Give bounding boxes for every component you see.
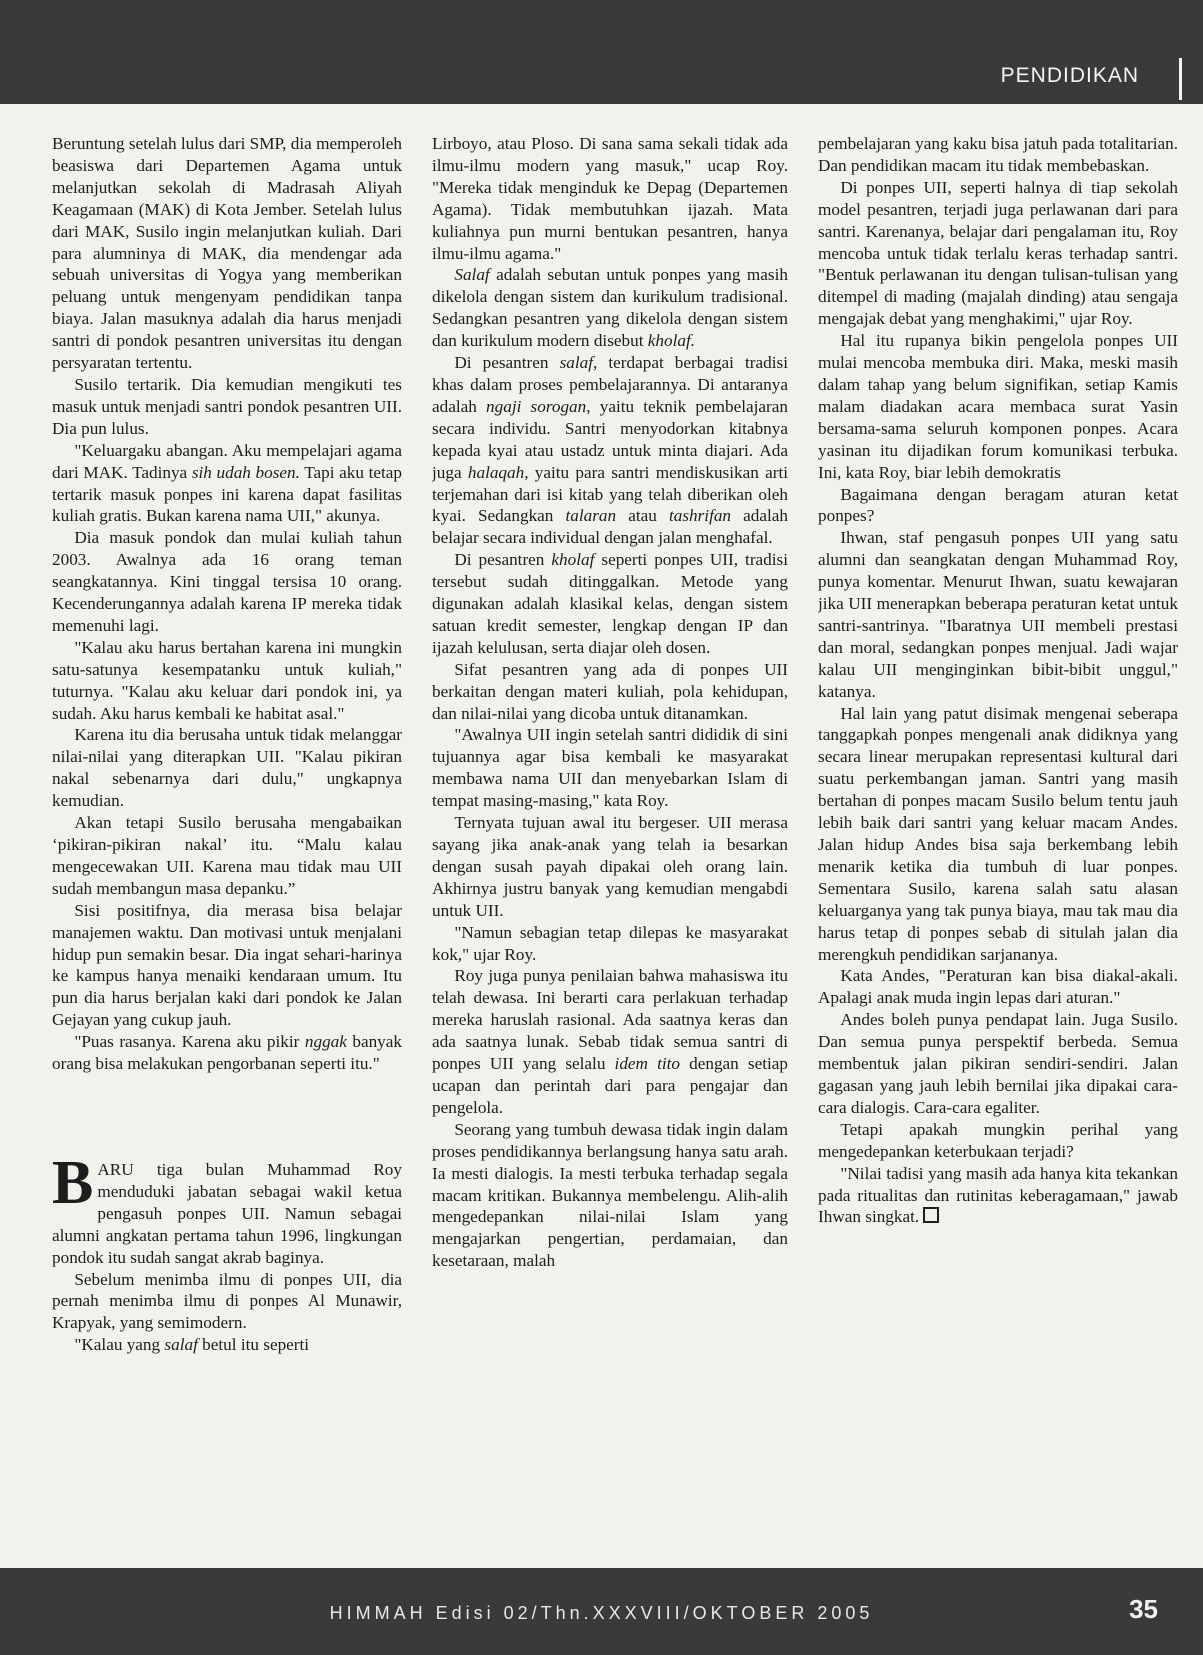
- paragraph-with-dropcap: BARU tiga bulan Muhammad Roy menduduki jabatan sebagai wakil ketua pengasuh ponpes UII. Namun sebagai alumni angkatan pertama tahun 1996, lingkungan pondok itu sudah sangat akrab baginya.: [52, 1148, 402, 1267]
- paragraph: Akan tetapi Susilo berusaha mengabaikan ‘pikiran-pikiran nakal’ itu. “Malu kalau mengecewakan UII. Karena mau tidak mau UII sudah membangun masa depanku.”: [52, 813, 402, 898]
- paragraph: Salaf adalah sebutan untuk ponpes yang masih dikelola dengan sistem dan kurikulum tradisional. Sedangkan pesantren yang dikelola dengan sistem dan kurikulum modern disebut kholaf.: [432, 265, 788, 351]
- paragraph: Tetapi apakah mungkin perihal yang mengedepankan keterbukaan terjadi?: [818, 1119, 1178, 1161]
- drop-cap: B: [52, 1148, 94, 1217]
- paragraph: Hal itu rupanya bikin pengelola ponpes UII mulai mencoba membuka diri. Maka, meski masih dalam tahap yang belum signifikan, setiap Kamis malam diadakan acara membaca surat Yasin bersama-sama seluruh komponen ponpes. Acara yasinan itu dijadikan forum komunikasi terbuka. Ini, kata Roy, biar lebih demokratis: [818, 331, 1178, 482]
- article-column-3: [818, 133, 1178, 1558]
- paragraph: Sifat pesantren yang ada di ponpes UII berkaitan dengan materi kuliah, pola kehidupan, dan nilai-nilai yang dicoba untuk ditanamkan.: [432, 659, 788, 723]
- paragraph: Lirboyo, atau Ploso. Di sana sama sekali tidak ada ilmu-ilmu modern yang masuk," ucap Roy. "Mereka tidak menginduk ke Depag (Departemen Agama). Tidak membutuhkan ijazah. Mata kuliahnya pun murni bentukan pesantren, hanya ilmu-ilmu agama.": [432, 134, 788, 263]
- paragraph: Sisi positifnya, dia merasa bisa belajar manajemen waktu. Dan motivasi untuk menjalani hidup pun semakin besar. Dia ingat sehari-harinya ke kampus hanya menaiki kendaraan umum. Itu pun dia harus berjalan kaki dari pondok ke Jalan Gejayan yang cukup jauh.: [52, 900, 402, 1030]
- paragraph: Di ponpes UII, seperti halnya di tiap sekolah model pesantren, terjadi juga perlawanan dari para santri. Karenanya, belajar dari pengalaman itu, Roy mencoba untuk tidak terlalu keras terhadap santri. "Bentuk perlawanan itu dengan tulisan-tulisan yang ditempel di mading (majalah dinding) atau sengaja mengajak debat yang menghakimi," ujar Roy.: [818, 177, 1178, 329]
- paragraph: Kata Andes, "Peraturan kan bisa diakal-akali. Apalagi anak muda ingin lepas dari aturan.": [818, 966, 1178, 1008]
- paragraph: "Awalnya UII ingin setelah santri dididik di sini tujuannya agar bisa kembali ke masyarakat membawa nama UII dan menyebarkan Islam di tempat masing-masing," kata Roy.: [432, 725, 788, 811]
- paragraph: Di pesantren kholaf seperti ponpes UII, tradisi tersebut sudah ditinggalkan. Metode yang digunakan adalah klasikal kelas, dengan sistem satuan kredit semester, lengkap dengan IP dan ijazah kelulusan, serta diajar oleh dosen.: [432, 550, 788, 657]
- page-number: 35: [1129, 1594, 1158, 1624]
- paragraph: pembelajaran yang kaku bisa jatuh pada totalitarian. Dan pendidikan macam itu tidak membebaskan.: [818, 134, 1178, 175]
- paragraph: Dia masuk pondok dan mulai kuliah tahun 2003. Awalnya ada 16 orang teman seangkatannya. Kini tinggal tersisa 10 orang. Kecenderungannya adalah karena IP mereka tidak memenuhi lagi.: [52, 528, 402, 635]
- paragraph: Bagaimana dengan beragam aturan ketat ponpes?: [818, 484, 1178, 526]
- paragraph: Di pesantren salaf, terdapat berbagai tradisi khas dalam proses pembelajarannya. Di antaranya adalah ngaji sorogan, yaitu teknik pembelajaran secara individu. Santri menyodorkan kitabnya kepada kyai atau ustadz untuk minta diajari. Ada juga halaqah, yaitu para santri mendiskusikan arti terjemahan dari isi kitab yang telah diberikan oleh kyai. Sedangkan talaran atau tashrifan adalah belajar secara individual dengan jalan menghafal.: [432, 353, 788, 548]
- paragraph: "Kalau aku harus bertahan karena ini mungkin satu-satunya kesempatanku untuk kuliah," tuturnya. "Kalau aku keluar dari pondok ini, ya sudah. Aku harus kembali ke habitat asal.": [52, 637, 402, 723]
- paragraph: Karena itu dia berusaha untuk tidak melanggar nilai-nilai yang diterapkan UII. "Kalau pikiran nakal sebenarnya dari dulu," ungkapnya kemudian.: [52, 725, 402, 811]
- paragraph: "Nilai tadisi yang masih ada hanya kita tekankan pada ritualitas dan rutinitas keberagamaan," jawab Ihwan singkat.: [818, 1163, 1178, 1227]
- paragraph: Beruntung setelah lulus dari SMP, dia memperoleh beasiswa dari Departemen Agama untuk melanjutkan sekolah di Madrasah Aliyah Keagamaan (MAK) di Kota Jember. Setelah lulus dari MAK, Susilo ingin melanjutkan kuliah. Dari para alumninya di MAK, dia mendengar ada sebuah universitas di Yogya yang memberikan peluang untuk mengenyam pendidikan tanpa biaya. Jalan masuknya adalah dia harus menjadi santri di pondok pesantren universitas itu dengan persyaratan tertentu.: [52, 134, 402, 373]
- paragraph: Susilo tertarik. Dia kemudian mengikuti tes masuk untuk menjadi santri pondok pesantren UII. Dia pun lulus.: [52, 374, 402, 438]
- article-column-2: [432, 133, 788, 1558]
- publication-info: HIMMAH Edisi 02/Thn.XXXVIII/OKTOBER 2005: [329, 1603, 874, 1623]
- section-label: PENDIDIKAN: [1000, 64, 1139, 87]
- paragraph: Ihwan, staf pengasuh ponpes UII yang satu alumni dan seangkatan dengan Muhammad Roy, punya komentar. Menurut Ihwan, suatu kewajaran jika UII menerapkan beberapa peraturan ketat untuk santri-santrinya. "Ibaratnya UII membeli prestasi dan moral, sedangkan ponpes menjual. Jadi wajar kalau UII menginginkan bibit-bibit unggul," katanya.: [818, 528, 1178, 701]
- paragraph: "Puas rasanya. Karena aku pikir nggak banyak orang bisa melakukan pengorbanan seperti itu.": [52, 1032, 402, 1074]
- paragraph: Ternyata tujuan awal itu bergeser. UII merasa sayang jika anak-anak yang telah ia besarkan dengan susah payah dipakai oleh orang lain. Akhirnya justru banyak yang kemudian mengabdi untuk UII.: [432, 813, 788, 920]
- end-mark-icon: [923, 1207, 939, 1223]
- paragraph: "Namun sebagian tetap dilepas ke masyarakat kok," ujar Roy.: [432, 922, 788, 964]
- header-divider: [1179, 58, 1182, 100]
- header-bar: [0, 0, 1203, 104]
- paragraph: Seorang yang tumbuh dewasa tidak ingin dalam proses pendidikannya berlangsung hanya satu arah. Ia mesti dialogis. Ia mesti terbuka terhadap segala macam kritikan. Bukannya membelengu. Alih-alih mengedepankan nilai-nilai Islam yang mengajarkan pengertian, perdamaian, dan kesetaraan, malah: [432, 1119, 788, 1271]
- paragraph: "Kalau yang salaf betul itu seperti: [74, 1335, 310, 1355]
- paragraph: Hal lain yang patut disimak mengenai seberapa tanggapkah ponpes mengenali anak didiknya yang secara linear merupakan representasi kultural dari suatu perkembangan jaman. Santri yang masih bertahan di ponpes macam Susilo belum tentu jauh lebih baik dari santri yang keluar macam Andes. Jalan hidup Andes bisa saja berkembang lebih menarik ketika dia tumbuh di luar ponpes. Sementara Susilo, karena salah satu alasan keluarganya yang tak punya biaya, mau tak mau dia harus tetap di ponpes sebab di situlah jalan dia merengkuh pendidikan sarjananya.: [818, 703, 1178, 964]
- paragraph: Roy juga punya penilaian bahwa mahasiswa itu telah dewasa. Ini berarti cara perlakuan terhadap mereka haruslah rasional. Ada saatnya keras dan ada saatnya lunak. Sebab tidak semua santri di ponpes UII yang selalu idem tito dengan setiap ucapan dan perintah dari para pengajar dan pengelola.: [432, 966, 788, 1117]
- paragraph: Andes boleh punya pendapat lain. Juga Susilo. Dan semua punya perspektif berbeda. Semua membentuk jalan pikiran sendiri-sendiri. Jalan gagasan yang jauh lebih bernilai jika dipakai cara-cara dialogis. Cara-cara egaliter.: [818, 1010, 1178, 1117]
- article-column-1: [52, 133, 402, 1558]
- paragraph: Sebelum menimba ilmu di ponpes UII, dia pernah menimba ilmu di ponpes Al Munawir, Krapyak, yang semimodern.: [52, 1269, 402, 1333]
- paragraph: "Keluargaku abangan. Aku mempelajari agama dari MAK. Tadinya sih udah bosen. Tapi aku tetap tertarik masuk ponpes ini karena dapat fasilitas kuliah gratis. Bukan karena nama UII," akunya.: [52, 440, 402, 526]
